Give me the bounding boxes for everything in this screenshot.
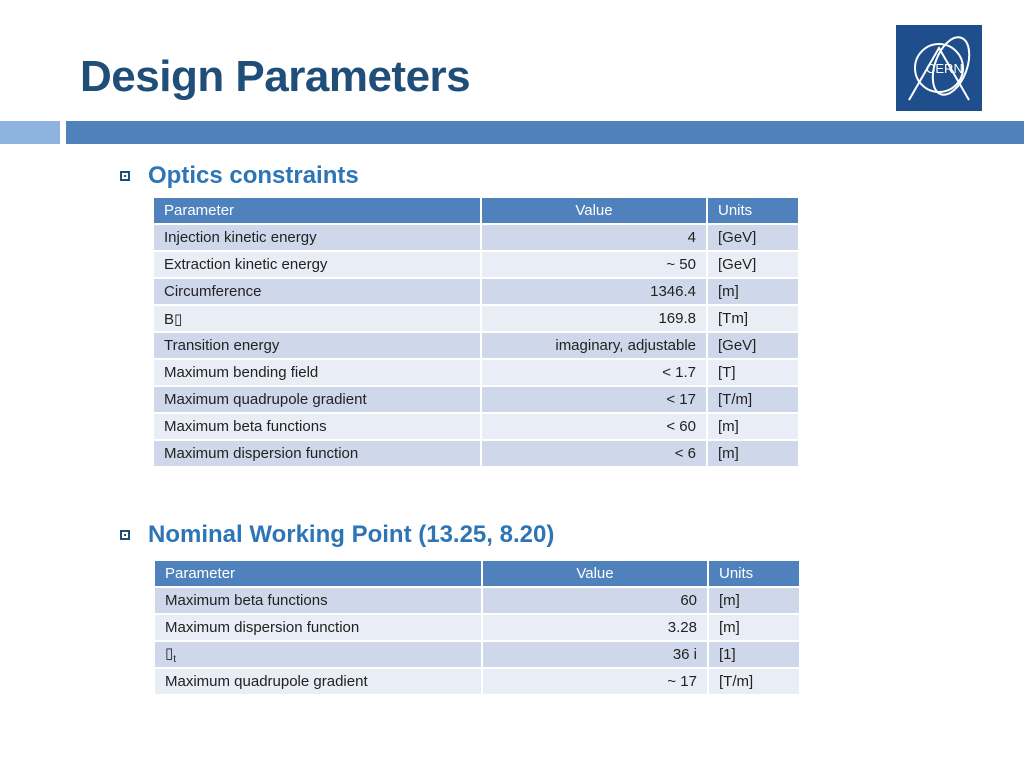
section-working-point-heading xyxy=(120,521,554,549)
cell-units: [m] xyxy=(707,278,799,305)
header-bar xyxy=(66,121,1024,144)
cell-value: < 6 xyxy=(481,440,707,467)
cell-value: 1346.4 xyxy=(481,278,707,305)
cell-parameter-gamma-t xyxy=(154,641,482,668)
column-header-value: Value xyxy=(481,197,707,224)
cell-parameter: Maximum dispersion function xyxy=(153,440,481,467)
optics-constraints-table xyxy=(152,196,800,468)
cell-units: [Tm] xyxy=(707,305,799,332)
cern-logo xyxy=(896,25,982,111)
cell-units: [T] xyxy=(707,359,799,386)
table-row xyxy=(154,668,800,695)
column-header-units: Units xyxy=(707,197,799,224)
cell-units: [m] xyxy=(707,413,799,440)
header-bar-accent xyxy=(0,121,60,144)
table-row xyxy=(153,359,799,386)
cell-parameter: B▯ xyxy=(153,305,481,332)
table-row xyxy=(153,413,799,440)
cell-value: < 17 xyxy=(481,386,707,413)
cell-units: [GeV] xyxy=(707,224,799,251)
section-optics-heading xyxy=(120,162,359,190)
cell-value: ~ 17 xyxy=(482,668,708,695)
cell-value: < 60 xyxy=(481,413,707,440)
cell-parameter: Maximum quadrupole gradient xyxy=(154,668,482,695)
table-row xyxy=(153,440,799,467)
table-row xyxy=(154,614,800,641)
square-bullet-icon xyxy=(120,171,130,181)
cell-parameter: Maximum quadrupole gradient xyxy=(153,386,481,413)
table-row xyxy=(154,587,800,614)
table-row xyxy=(153,332,799,359)
cell-value: < 1.7 xyxy=(481,359,707,386)
square-bullet-icon xyxy=(120,530,130,540)
cell-parameter: Maximum bending field xyxy=(153,359,481,386)
cell-units: [1] xyxy=(708,641,800,668)
table-row xyxy=(154,641,800,668)
cell-value: 169.8 xyxy=(481,305,707,332)
table-row xyxy=(153,278,799,305)
table-row xyxy=(153,224,799,251)
cell-parameter: Extraction kinetic energy xyxy=(153,251,481,278)
cell-parameter: Transition energy xyxy=(153,332,481,359)
gamma-symbol: ▯ xyxy=(165,645,174,662)
cell-units: [m] xyxy=(708,587,800,614)
cell-value: ~ 50 xyxy=(481,251,707,278)
cell-value: 36 i xyxy=(482,641,708,668)
page-title: Design Parameters xyxy=(80,52,471,101)
cell-parameter: Maximum dispersion function xyxy=(154,614,482,641)
column-header-units: Units xyxy=(708,560,800,587)
cell-parameter: Maximum beta functions xyxy=(153,413,481,440)
cell-parameter: Injection kinetic energy xyxy=(153,224,481,251)
table-row xyxy=(153,386,799,413)
table-row xyxy=(153,305,799,332)
column-header-value: Value xyxy=(482,560,708,587)
column-header-parameter: Parameter xyxy=(153,197,481,224)
cell-parameter: Maximum beta functions xyxy=(154,587,482,614)
cell-parameter: Circumference xyxy=(153,278,481,305)
cell-value: 3.28 xyxy=(482,614,708,641)
cern-logo-text: CERN xyxy=(926,61,963,76)
column-header-parameter: Parameter xyxy=(154,560,482,587)
cell-units: [m] xyxy=(708,614,800,641)
section-heading-text: Nominal Working Point (13.25, 8.20) xyxy=(148,521,555,548)
cell-units: [T/m] xyxy=(707,386,799,413)
working-point-table xyxy=(153,559,801,696)
table-header-row xyxy=(154,560,800,587)
cell-value: 4 xyxy=(481,224,707,251)
table-header-row xyxy=(153,197,799,224)
table-row xyxy=(153,251,799,278)
cell-units: [T/m] xyxy=(708,668,800,695)
cell-value: 60 xyxy=(482,587,708,614)
cell-value: imaginary, adjustable xyxy=(481,332,707,359)
cell-units: [GeV] xyxy=(707,332,799,359)
section-heading-text: Optics constraints xyxy=(148,162,359,189)
cell-units: [GeV] xyxy=(707,251,799,278)
cell-units: [m] xyxy=(707,440,799,467)
subscript-t: t xyxy=(173,654,177,665)
